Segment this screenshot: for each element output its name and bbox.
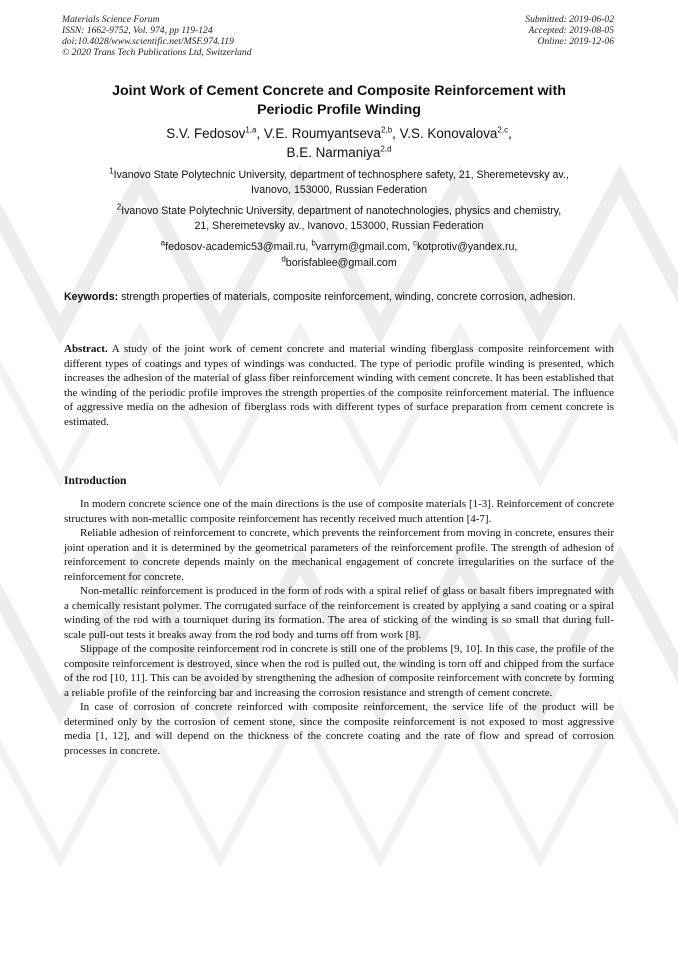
title-line: Joint Work of Cement Concrete and Composite Reinforcement with xyxy=(112,83,566,99)
section-heading-introduction: Introduction xyxy=(64,475,127,487)
author-list xyxy=(64,124,614,162)
paper-title xyxy=(64,82,614,119)
journal-info xyxy=(62,14,252,58)
affiliation-text: Ivanovo State Polytechnic University, department of nanotechnologies, physics and chemistry, xyxy=(121,205,562,217)
paragraph: Reliable adhesion of reinforcement to concrete, which prevents the reinforcement from moving in concrete, ensures their joint operation and it is determined by the geometrical parameters of the reinforcement profile. The strength of adhesion of reinforcement to concrete depends mainly on the mechanical engagement of concrete irregularities on the surface of the reinforcement for concrete. xyxy=(64,527,614,583)
affiliation-text: Ivanovo State Polytechnic University, department of technosphere safety, 21, Sheremetevsky av., xyxy=(113,169,569,181)
affiliation-mark: 1 xyxy=(109,166,114,176)
abstract-text: A study of the joint work of cement concrete and material winding fiberglass composite reinforcement with different types of coatings and types of windings was conducted. The type of periodic profile winding is presented, which increases the adhesion of the material of glass fiber reinforcement winding with cement concrete. It has been established that the winding of the periodic profile improves the strength properties of the composite reinforcement material. The influence of aggressive media on the adhesion of fiberglass rods with different types of surface preparation from cement concrete is estimated. xyxy=(64,343,614,428)
author-name: V.S. Konovalova xyxy=(399,126,498,141)
paragraph: In modern concrete science one of the main directions is the use of composite materials [1-3]. Reinforcement of concrete structures with non-metallic composite reinforcement has recently received much attention [4-7]. xyxy=(64,498,614,525)
submitted-date: Submitted: 2019-06-02 xyxy=(525,14,614,25)
email-address: varrym@gmail.com, xyxy=(315,241,414,253)
email-mark: d xyxy=(281,253,286,263)
abstract-label: Abstract. xyxy=(64,343,108,355)
affiliation-text: 21, Sheremetevsky av., Ivanovo, 153000, Russian Federation xyxy=(194,220,484,232)
email-mark: c xyxy=(413,238,418,248)
submission-dates xyxy=(525,14,614,47)
email-address: fedosov-academic53@mail.ru, xyxy=(165,241,312,253)
author-affiliation-mark: 2,b xyxy=(381,125,393,135)
affiliation-text: Ivanovo, 153000, Russian Federation xyxy=(250,184,428,196)
journal-issn: ISSN: 1662-9752, Vol. 974, pp 119-124 xyxy=(62,25,213,36)
author-name: V.E. Roumyantseva xyxy=(263,126,382,141)
email-address: borisfablee@gmail.com xyxy=(285,256,397,269)
journal-name: Materials Science Forum xyxy=(62,14,160,25)
author-emails xyxy=(64,240,614,271)
paragraph: Non-metallic reinforcement is produced in the form of rods with a spiral relief of glass or basalt fibers impregnated with a chemically resistant polymer. The corrugated surface of the reinforcement is created by applying a sand coating or a spiral winding of the rod with a tourniquet during its formation. The area of sticking of the winding is so small that during full-scale pull-out tests it breaks away from the rod body and turns off from work [8]. xyxy=(64,585,614,641)
paragraph: In case of corrosion of concrete reinforced with composite reinforcement, the service life of the product will be determined only by the corrosion of cement stone, since the composite reinforcement is not exposed to most aggressive media [1, 12], and will depend on the thickness of the concrete coating and the rate of flow and spread of corrosion processes in concrete. xyxy=(64,701,614,757)
affiliation-mark: 2 xyxy=(116,202,122,212)
email-mark: a xyxy=(160,238,166,248)
introduction-body xyxy=(64,497,614,758)
keywords-section xyxy=(64,290,614,305)
author-affiliation-mark: 2,d xyxy=(380,144,392,154)
keywords-text: strength properties of materials, composite reinforcement, winding, concrete corrosion, adhesion. xyxy=(118,291,576,303)
author-separator: , xyxy=(392,126,400,141)
journal-doi: doi:10.4028/www.scientific.net/MSF.974.119 xyxy=(62,36,234,47)
author-affiliation-mark: 1,a xyxy=(245,125,257,135)
email-address: kotprotiv@yandex.ru, xyxy=(417,241,518,253)
affiliation-2 xyxy=(64,204,614,234)
author-separator: , xyxy=(256,126,264,141)
journal-copyright: © 2020 Trans Tech Publications Ltd, Switzerland xyxy=(62,47,252,58)
author-affiliation-mark: 2,c xyxy=(497,125,509,135)
online-date: Online: 2019-12-06 xyxy=(537,36,614,47)
author-separator: , xyxy=(508,126,512,141)
accepted-date: Accepted: 2019-08-05 xyxy=(528,25,614,36)
abstract-section xyxy=(64,342,614,429)
keywords-label: Keywords: xyxy=(64,291,119,303)
email-mark: b xyxy=(311,238,316,248)
affiliation-1 xyxy=(64,168,614,198)
author-name: S.V. Fedosov xyxy=(166,126,246,141)
title-line: Periodic Profile Winding xyxy=(257,101,421,118)
author-name: B.E. Narmaniya xyxy=(286,145,381,160)
paragraph: Slippage of the composite reinforcement rod in concrete is still one of the problems [9, 10]. In this case, the profile of the composite reinforcement is destroyed, since when the rod is pulled out, the winding is torn off and chipped from the surface of the rod [10, 11]. This can be avoided by strengthening the adhesion of composite reinforcement with concrete by forming a reliable profile of the reinforcing bar and increasing the corrosion resistance and strength of cement concrete. xyxy=(64,643,614,699)
